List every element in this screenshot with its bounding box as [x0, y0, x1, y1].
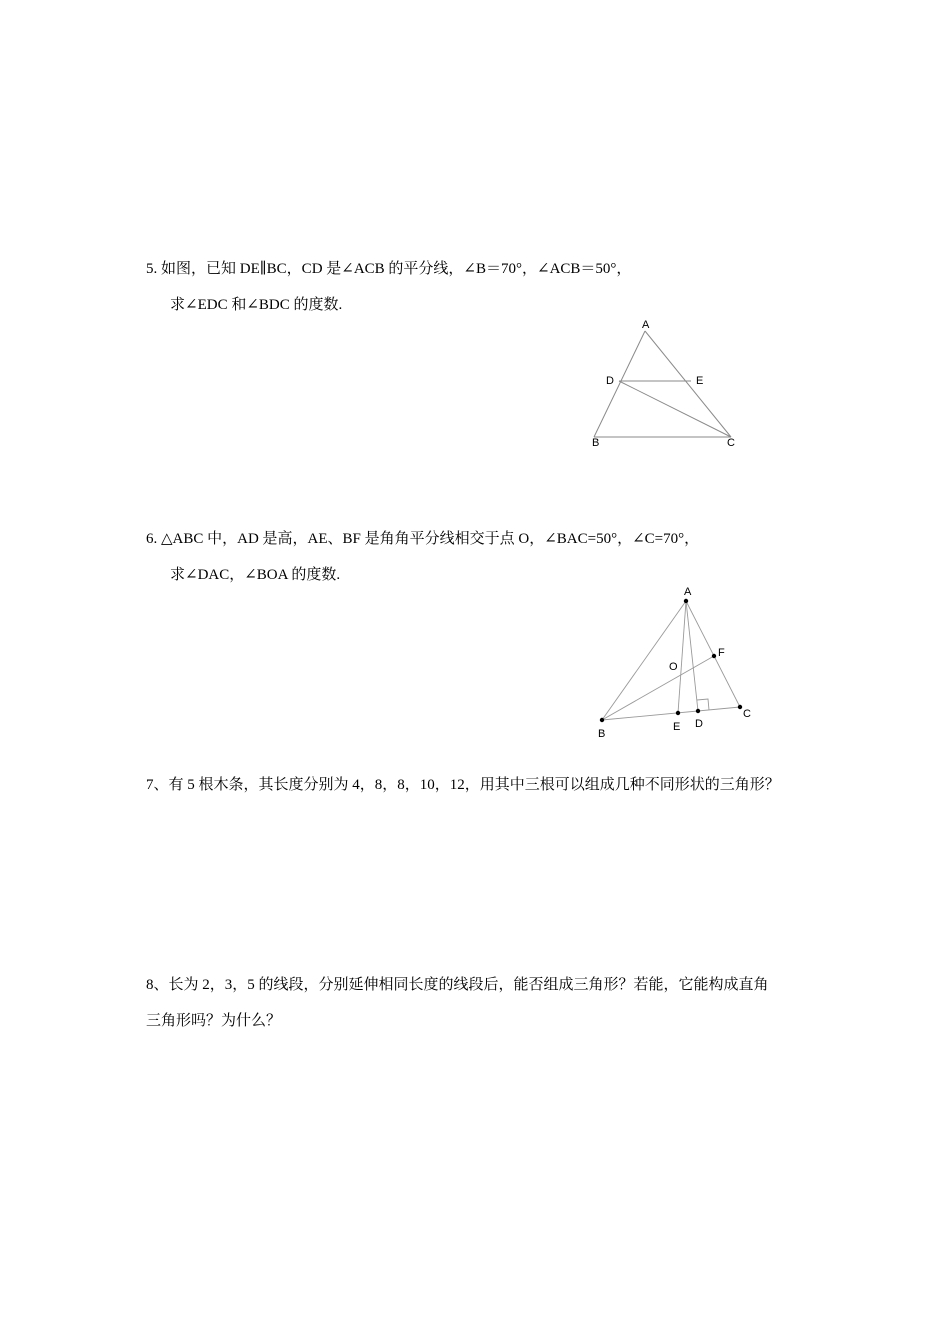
- q6-point-c: [738, 705, 742, 709]
- q6-text-line-2: 求∠DAC，∠BOA 的度数.: [170, 567, 341, 583]
- q6-point-f: [712, 654, 716, 658]
- q6-label-o: O: [669, 661, 678, 673]
- q5-text-line-2: 求∠EDC 和∠BDC 的度数.: [170, 297, 343, 313]
- q5-label-d: D: [606, 375, 614, 387]
- q6-label-d: D: [695, 718, 703, 730]
- q8-text-line-1: 8、长为 2，3，5 的线段，分别延伸相同长度的线段后，能否组成三角形？若能，它能构成直角: [146, 977, 769, 993]
- q6-label-e: E: [673, 721, 681, 733]
- q6-right-angle-mark: [697, 699, 709, 710]
- q5-label-b: B: [592, 437, 600, 449]
- q5-label-c: C: [727, 437, 735, 449]
- q6-label-b: B: [598, 728, 606, 740]
- q6-side-bc: [602, 707, 740, 720]
- q5-label-e: E: [696, 375, 704, 387]
- q5-label-a: A: [642, 319, 650, 331]
- q6-label-c: C: [743, 708, 751, 720]
- q6-point-a: [684, 599, 688, 603]
- q6-text-line-1: 6. △ABC 中，AD 是高，AE、BF 是角角平分线相交于点 O，∠BAC=50°，∠C=70°，: [146, 531, 700, 547]
- q6-label-a: A: [684, 586, 692, 598]
- q6-label-f: F: [718, 647, 725, 659]
- q6-point-e: [676, 711, 680, 715]
- q8-text-line-2: 三角形吗？为什么？: [146, 1013, 282, 1029]
- q6-segment-ad: [686, 601, 698, 711]
- q5-text-line-1: 5. 如图，已知 DE∥BC，CD 是∠ACB 的平分线，∠B＝70°，∠ACB＝50°，: [146, 261, 632, 277]
- q7-text-line-1: 7、有 5 根木条，其长度分别为 4，8，8，10，12，用其中三根可以组成几种不同形状的三角形？: [146, 777, 780, 793]
- q6-segment-ae: [678, 601, 686, 713]
- q6-point-b: [600, 718, 604, 722]
- q6-side-ac: [686, 601, 740, 707]
- q6-point-d: [696, 709, 700, 713]
